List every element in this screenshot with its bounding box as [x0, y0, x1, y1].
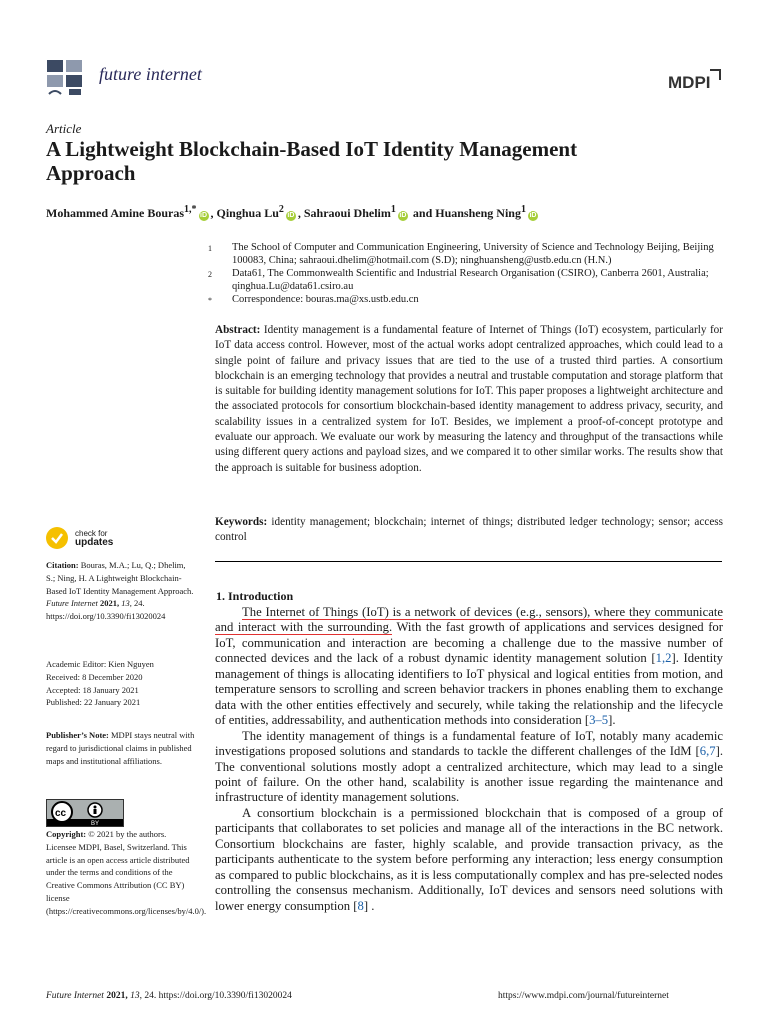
paper-title: A Lightweight Blockchain-Based IoT Identity Management Approach: [46, 137, 578, 185]
author-name: Mohammed Amine Bouras: [46, 206, 184, 220]
orcid-icon[interactable]: iD: [529, 212, 537, 219]
author-list: Mohammed Amine Bouras$^{1,*}$iD , Qinghua Lu$^2$iD , Sahraoui Dhelim$^1$iD and Huansheng Ning$^1$iD: [46, 204, 537, 220]
publisher-note: Publisher’s Note: MDPI stays neutral with regard to jurisdictional claims in published maps and institutional affiliations.: [46, 730, 195, 766]
highlighted-sentence: The Internet of Things (IoT) is a network of devices (e.g., sensors), where they communicate and interact with the surrounding.: [215, 605, 723, 635]
keywords: Keywords: identity management; blockchain; internet of things; distributed ledger technology; sensor; access control: [215, 516, 723, 544]
body-text: [215, 605, 723, 914]
cc-by-license-icon[interactable]: [46, 799, 124, 827]
svg-text:BY: BY: [91, 821, 100, 826]
affiliation-text: Data61, The Commonwealth Scientific and Industrial Research Organisation (CSIRO), Canberra 2601, Australia; qinghua.Lu@data61.csiro.au: [232, 268, 709, 292]
author-name: Sahraoui Dhelim: [303, 206, 391, 220]
footer-citation: Future Internet 2021, 13, 24. https://doi.org/10.3390/fi13020024: [46, 991, 292, 1001]
journal-name: future internet: [99, 64, 202, 84]
copyright-notice: Copyright: © 2021 by the authors. Licensee MDPI, Basel, Switzerland. This article is an open access article distributed under the terms and conditions of the Creative Commons Attribution (CC BY) license (https://creativecommons.org/licenses/by/4.0/).: [46, 829, 207, 916]
citation-link[interactable]: 1,2: [655, 651, 672, 666]
mdpi-logo-icon: [664, 66, 724, 96]
footer-journal-url[interactable]: https://www.mdpi.com/journal/futureinternet: [498, 991, 669, 1001]
paragraph: A consortium blockchain is a permissioned blockchain that is composed of a group of participants that collaborates to set policies and manage all of the interactions in the BC network. Consortium blockchains are faster, highly scalable, and provide transaction privacy, as the participants authenticate to the system before performing any interaction; less energy consumption as compared to public blockchains, as it is less computationally complex and has pre-selected nodes controlling the consensus mechanism. Additionally, IoT devices and sensors need solutions with lower energy consumption [8] .: [215, 805, 723, 913]
citation-link[interactable]: 6,7: [699, 744, 716, 759]
orcid-icon[interactable]: iD: [200, 212, 207, 219]
citation-info: Citation: Bouras, M.A.; Lu, Q.; Dhelim, S.; Ning, H. A Lightweight Blockchain-Based IoT Identity Management Approach. Future Internet 2021, 13, 24. https://doi.org/10.3390/fi13020024: [46, 560, 194, 622]
svg-text:cc: cc: [55, 808, 67, 819]
orcid-icon[interactable]: iD: [399, 212, 407, 219]
journal-logo-icon: [45, 58, 91, 96]
svg-text:MDPI: MDPI: [668, 73, 711, 92]
section-heading: 1. Introduction: [216, 589, 294, 603]
check-updates-icon: [46, 527, 68, 549]
affiliation-text: The School of Computer and Communication Engineering, University of Science and Technology Beijing, Beijing 100083, China; sahraoui.dhelim@hotmail.com (S.D); ninghuansheng@ustb.edu.cn (H.N.): [232, 242, 714, 266]
author-name: Huansheng Ning: [435, 206, 521, 220]
abstract: Abstract: Identity management is a fundamental feature of Internet of Things (IoT) ecosystem, particularly for IoT data access control. However, most of the actual works adopt centralized approaches, which could lead to a single point of failure and privacy issues that are tied to the use of a trusted third parties. A consortium blockchain is an emerging technology that provides a neutral and trustable computation and storage platform that is suitable for building identity management solutions for IoT. This paper proposes a lightweight architecture and the associated protocols for consortium blockchain-based identity management to address privacy, security, and scalability issues in a centralized system for IoT. Besides, we implement a proof-of-concept prototype and evaluate our approach. We evaluate our work by measuring the latency and throughput of the transactions while using different query actions and payload sizes, and we compared it to other similar works. The results show that the approach is suitable for business adoption.: [215, 324, 723, 474]
orcid-icon[interactable]: iD: [287, 212, 295, 219]
author-name: Qinghua Lu: [216, 206, 279, 220]
paragraph: The identity management of things is a fundamental feature of IoT, notably many academic investigations proposed solutions and standards to tackle the different challenges of the IdM [6,7]. The conventional solutions mostly adopt a centralized architecture, which may lead to a single point of failure. On the other hand, scalability is another issue regarding the maintenance and infrastructure of identity management solutions.: [215, 728, 723, 805]
check-for-updates-badge[interactable]: check for updates: [46, 527, 113, 549]
citation-link[interactable]: 8: [357, 898, 364, 913]
section-divider: [215, 561, 722, 562]
correspondence-text: Correspondence: bouras.ma@xs.ustb.edu.cn: [232, 294, 419, 305]
affiliations: 1 The School of Computer and Communication Engineering, University of Science and Technology Beijing, Beijing 100083, China; sahraoui.dhelim@hotmail.com (S.D); ninghuansheng@ustb.edu.cn (H.N.) 2 Data61, The Commonwealth Scientific and Industrial Research Organisation (CSIRO), Canberra 2601, Australia; qinghua.Lu@data61.csiro.au * Correspondence: bouras.ma@xs.ustb.edu.cn: [208, 241, 728, 307]
article-type: Article: [46, 121, 82, 136]
publication-dates: Academic Editor: Kien Nguyen Received: 8 December 2020 Accepted: 18 January 2021 Published: 22 January 2021: [46, 659, 154, 708]
citation-link[interactable]: 3–5: [589, 713, 609, 728]
paragraph: The Internet of Things (IoT) is a network of devices (e.g., sensors), where they communicate and interact with the surrounding. With the fast growth of applications and services designed for IoT, communication and interaction are becoming a challenge due to the massive number of connected devices and the lack of a robust dynamic identity management solution [1,2]. Identity management of things is allocating identifiers to IoT physical and logical entities from motion, and temperature sensors to scrolling and screen behavior trackers in phones enabling them to exchange data with the other entities effectively and securely, while taking the relationship and the lifecycle of entities, addressability, and authentication methods into consideration [3–5].: [215, 605, 723, 728]
